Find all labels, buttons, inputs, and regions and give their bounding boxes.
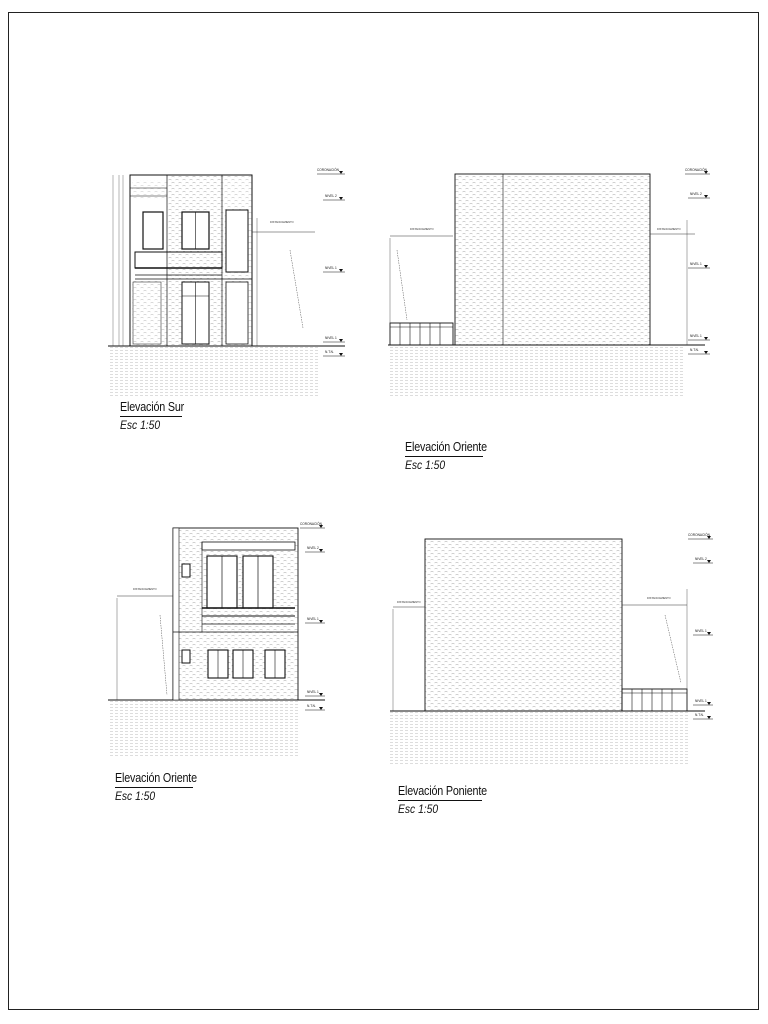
level-marker-ntn (693, 713, 713, 719)
title-underline (120, 416, 182, 417)
svg-text:DISTANCIAMIENTO: DISTANCIAMIENTO (133, 588, 157, 591)
view-scale: Esc 1:50 (405, 458, 446, 472)
title-underline (405, 456, 483, 457)
level-marker-nivel2 (688, 192, 710, 198)
svg-text:CORONACIÓN: CORONACIÓN (685, 168, 707, 172)
svg-text:NIVEL 1: NIVEL 1 (690, 262, 702, 266)
level-marker-ntn (323, 350, 345, 356)
level-marker-nivel1 (323, 266, 345, 272)
view-title: Elevación Poniente (398, 784, 487, 798)
svg-text:NIVEL 1: NIVEL 1 (325, 266, 337, 270)
svg-text:NIVEL 2: NIVEL 2 (695, 557, 707, 561)
level-marker-coronacion (688, 532, 713, 539)
svg-text:N.T.N.: N.T.N. (690, 348, 699, 352)
level-marker-nivel0 (693, 699, 713, 705)
elevation-oriente-2-drawing (105, 520, 355, 765)
level-marker-nivel2 (693, 557, 713, 563)
title-underline (398, 800, 482, 801)
view-title: Elevación Sur (120, 400, 185, 414)
elevation-sur-drawing (105, 160, 355, 405)
level-marker-ntn (688, 348, 710, 354)
view-title: Elevación Oriente (115, 771, 197, 785)
caption-elevacion-sur (120, 400, 185, 432)
svg-text:CORONACIÓN: CORONACIÓN (688, 533, 710, 537)
svg-text:DISTANCIAMIENTO: DISTANCIAMIENTO (657, 228, 681, 231)
svg-text:DISTANCIAMIENTO: DISTANCIAMIENTO (647, 597, 671, 600)
svg-text:NIVEL 2: NIVEL 2 (325, 194, 337, 198)
level-marker-nivel2 (323, 194, 345, 200)
elevation-poniente-drawing (385, 525, 720, 770)
svg-text:N.T.N.: N.T.N. (695, 713, 704, 717)
caption-elevacion-oriente-2 (115, 771, 197, 803)
level-marker-ntn (305, 704, 325, 710)
elevation-oriente-1-drawing (385, 160, 715, 405)
level-marker-coronacion (317, 167, 345, 174)
svg-text:NIVEL 1: NIVEL 1 (307, 617, 319, 621)
svg-text:CORONACIÓN: CORONACIÓN (317, 168, 339, 172)
view-scale: Esc 1:50 (115, 789, 156, 803)
svg-text:NIVEL 1: NIVEL 1 (695, 629, 707, 633)
setback-label: DISTANCIAMIENTO (270, 221, 294, 224)
level-marker-nivel1 (305, 617, 325, 623)
svg-text:DISTANCIAMIENTO: DISTANCIAMIENTO (410, 228, 434, 231)
level-marker-nivel1 (688, 262, 710, 268)
svg-text:NIVEL 2: NIVEL 2 (690, 192, 702, 196)
level-marker-nivel0 (688, 334, 710, 340)
title-underline (115, 787, 193, 788)
level-marker-nivel0 (305, 690, 325, 696)
level-marker-nivel0 (323, 336, 345, 342)
view-title: Elevación Oriente (405, 440, 487, 454)
caption-elevacion-oriente-1 (405, 440, 487, 472)
level-marker-coronacion (685, 167, 710, 174)
svg-text:CORONACIÓN: CORONACIÓN (300, 522, 322, 526)
level-marker-coronacion (300, 521, 325, 528)
view-scale: Esc 1:50 (120, 418, 161, 432)
level-marker-nivel2 (305, 546, 325, 552)
level-marker-nivel1 (693, 629, 713, 635)
svg-text:NIVEL 2: NIVEL 2 (307, 546, 319, 550)
view-scale: Esc 1:50 (398, 802, 439, 816)
svg-text:DISTANCIAMIENTO: DISTANCIAMIENTO (397, 601, 421, 604)
caption-elevacion-poniente (398, 784, 487, 816)
svg-text:NIVEL 1: NIVEL 1 (307, 690, 319, 694)
svg-text:N.T.N.: N.T.N. (307, 704, 316, 708)
svg-text:NIVEL 1: NIVEL 1 (695, 699, 707, 703)
svg-text:NIVEL 1: NIVEL 1 (325, 336, 337, 340)
svg-text:N.T.N.: N.T.N. (325, 350, 334, 354)
svg-text:NIVEL 1: NIVEL 1 (690, 334, 702, 338)
